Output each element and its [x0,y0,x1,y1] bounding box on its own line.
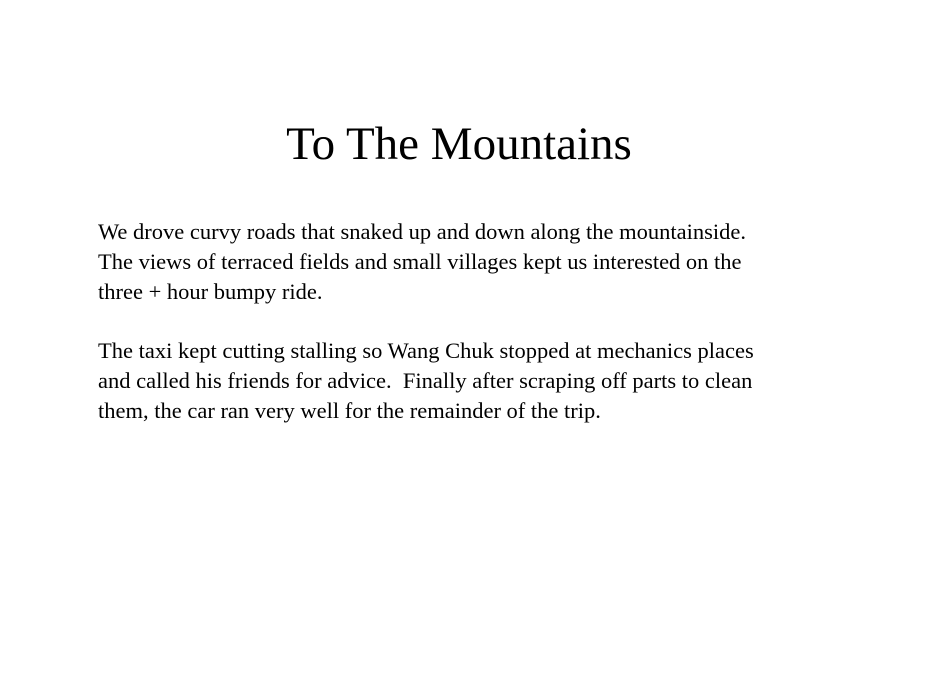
page-title: To The Mountains [286,118,632,170]
paragraph-line: We drove curvy roads that snaked up and down along the mountainside. [98,219,747,244]
paragraph-line: The taxi kept cutting stalling so Wang Chuk stopped at mechanics places [98,338,754,363]
paragraph-line: them, the car ran very well for the remainder of the trip. [98,398,601,423]
paragraph-2 [98,336,858,426]
paragraph-line: three + hour bumpy ride. [98,279,323,304]
paragraph-1 [98,217,858,307]
paragraph-line: and called his friends for advice. Finally after scraping off parts to clean [98,368,753,393]
paragraph-line: The views of terraced fields and small villages kept us interested on the [98,249,742,274]
